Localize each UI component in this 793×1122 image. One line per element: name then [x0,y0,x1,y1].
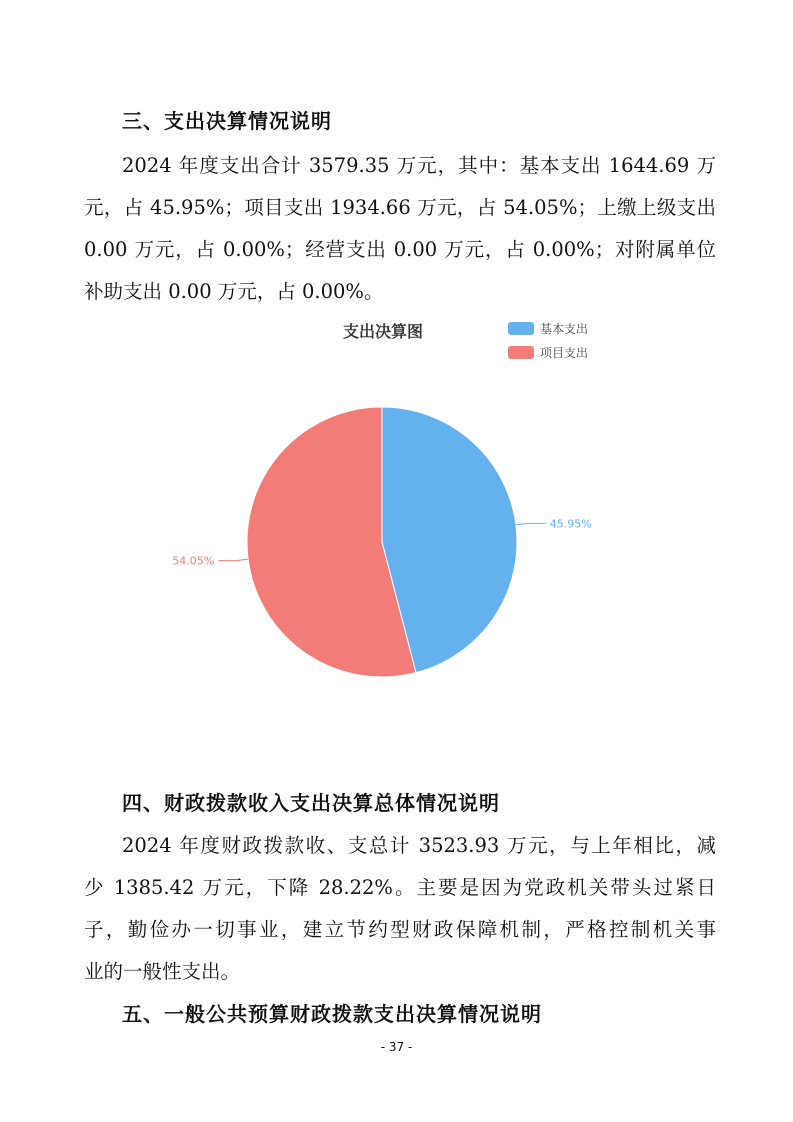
page-number: - 37 - [380,1040,413,1054]
section4-line: 子，勤俭办一切事业，建立节约型财政保障机制，严格控制机关事 [84,918,716,941]
section4-line: 业的一般性支出。 [84,960,241,983]
section3-line: 0.00 万元，占 0.00%；经营支出 0.00 万元，占 0.00%；对附属单位 [84,238,716,261]
section5-heading: 五、一般公共预算财政拨款支出决算情况说明 [122,1002,542,1026]
slice-label: 54.05% [172,554,215,568]
legend-label: 项目支出 [540,346,589,360]
section3-heading: 三、支出决算情况说明 [122,109,332,133]
label-line [516,523,546,525]
section4-line: 2024 年度财政拨款收、支总计 3523.93 万元，与上年相比，减 [122,834,716,857]
chart-title: 支出决算图 [342,322,424,341]
legend-swatch [508,322,534,335]
label-line [218,559,248,561]
expenditure-pie-chart [0,300,793,700]
legend-label: 基本支出 [540,322,589,336]
section4-line: 少 1385.42 万元，下降 28.22%。主要是因为党政机关带头过紧日 [84,876,716,899]
section3-line: 补助支出 0.00 万元，占 0.00%。 [84,280,384,303]
section4-heading: 四、财政拨款收入支出决算总体情况说明 [122,791,500,815]
section3-line: 元，占 45.95%；项目支出 1934.66 万元，占 54.05%；上缴上级支出 [84,196,716,219]
legend-swatch [508,346,534,359]
section3-line: 2024 年度支出合计 3579.35 万元，其中：基本支出 1644.69 万 [122,154,716,177]
slice-label: 45.95% [549,517,592,531]
